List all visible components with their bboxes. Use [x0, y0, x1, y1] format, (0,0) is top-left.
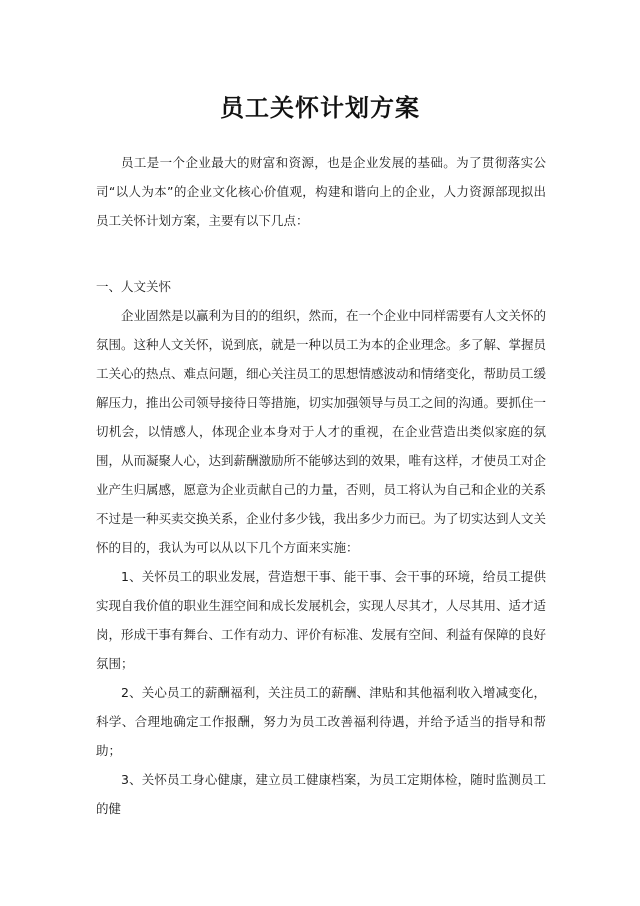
section-heading: 一、人文关怀 — [96, 279, 172, 294]
list-item-3: 3、关怀员工身心健康，建立员工健康档案，为员工定期体检，随时监测员工的健 — [96, 772, 546, 816]
section-paragraph: 企业固然是以赢利为目的的组织，然而，在一个企业中同样需要有人文关怀的氛围。这种人文关怀，说到底，就是一种以员工为本的企业理念。多了解、掌握员工关心的热点、难点问题，细心关注员工的思想情感波动和情绪变化，帮助员工缓解压力，推出公司领导接待日等措施，切实加强领导与员工之间的沟通。要抓住一切机会，以情感人，体现企业本身对于人才的重视，在企业营造出类似家庭的氛围，从而凝聚人心，达到薪酬激励所不能够达到的效果，唯有这样，才使员工对企业产生归属感，愿意为企业贡献自己的力量，否则，员工将认为自己和企业的关系不过是一种买卖交换关系，企业付多少钱，我出多少力而已。为了切实达到人文关怀的目的，我认为可以从以下几个方面来实施： — [96, 308, 547, 555]
list-item-2: 2、关心员工的薪酬福利，关注员工的薪酬、津贴和其他福利收入增减变化，科学、合理地确定工作报酬，努力为员工改善福利待遇，并给予适当的指导和帮助； — [96, 685, 546, 758]
intro-paragraph: 员工是一个企业最大的财富和资源，也是企业发展的基础。为了贯彻落实公司“以人为本”的企业文化核心价值观，构建和谐向上的企业，人力资源部现拟出员工关怀计划方案，主要有以下几点： — [96, 155, 546, 228]
document-title: 员工关怀计划方案 — [220, 94, 420, 122]
document-body — [96, 148, 546, 823]
list-item-1: 1、关怀员工的职业发展，营造想干事、能干事、会干事的环境，给员工提供实现自我价值的职业生涯空间和成长发展机会，实现人尽其才，人尽其用、适才适岗，形成干事有舞台、工作有动力、评价有标准、发展有空间、利益有保障的良好氛围； — [96, 569, 547, 671]
section-gap — [96, 235, 546, 272]
